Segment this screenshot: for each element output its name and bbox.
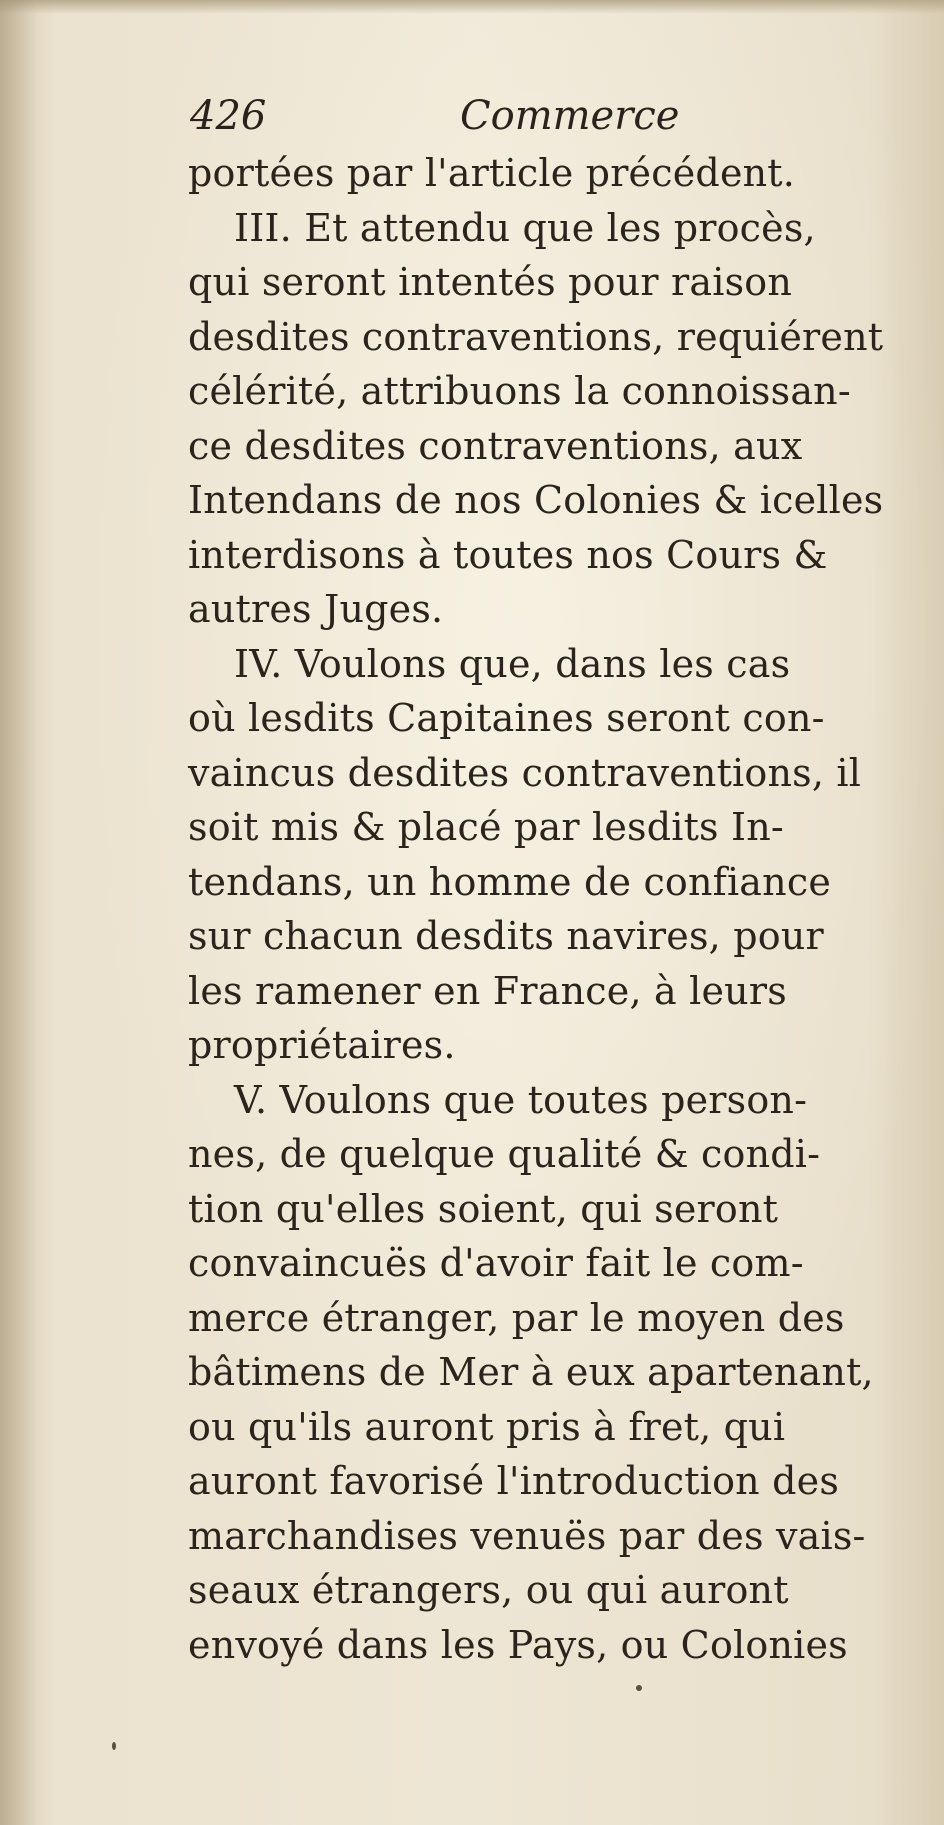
text-line: merce étranger, par le moyen des [188, 1295, 845, 1340]
binding-shadow [0, 0, 38, 1825]
text-line: propriétaires. [188, 1023, 456, 1067]
text-line: sur chacun desdits navires, pour [188, 914, 824, 958]
text-line: ou qu'ils auront pris à fret, qui [188, 1404, 786, 1449]
text-line: V. Voulons que toutes person- [234, 1077, 808, 1122]
text-line: marchandises venuës par des vais- [188, 1513, 866, 1558]
paper-speck [112, 1742, 116, 1750]
running-title: Commerce [460, 93, 680, 139]
text-line: célérité, attribuons la connoissan- [188, 369, 851, 413]
text-line: ce desdites contraventions, aux [188, 423, 803, 468]
text-line: convaincuës d'avoir fait le com- [188, 1241, 804, 1285]
text-line: envoyé dans les Pays, ou Colonies [188, 1622, 848, 1667]
text-line: tendans, un homme de confiance [188, 859, 832, 904]
text-line: nes, de quelque qualité & condi- [188, 1132, 821, 1176]
text-line: bâtimens de Mer à eux apartenant, [188, 1350, 874, 1394]
text-line: interdisons à toutes nos Cours & [188, 532, 828, 577]
text-line: III. Et attendu que les procès, [234, 205, 816, 250]
body-text [188, 146, 918, 1672]
paper-speck [636, 1685, 642, 1691]
page-header [190, 88, 790, 152]
text-line: tion qu'elles soient, qui seront [188, 1186, 779, 1231]
text-line: auront favorisé l'introduction des [188, 1459, 840, 1503]
text-line: IV. Voulons que, dans les cas [234, 641, 791, 686]
text-line: desdites contraventions, requiérent [188, 314, 884, 359]
text-line: seaux étrangers, ou qui auront [188, 1568, 789, 1612]
text-line: où lesdits Capitaines seront con- [188, 696, 825, 740]
page-number: 426 [190, 93, 267, 139]
text-line: les ramener en France, à leurs [188, 968, 787, 1013]
text-line: qui seront intentés pour raison [188, 260, 793, 304]
text-line: autres Juges. [188, 587, 444, 631]
text-line: vaincus desdites contraventions, il [188, 750, 862, 795]
page-top-edge [0, 0, 944, 14]
text-line: soit mis & placé par lesdits In- [188, 805, 784, 849]
text-line: Intendans de nos Colonies & icelles [188, 478, 884, 522]
text-line: portées par l'article précédent. [188, 151, 796, 195]
